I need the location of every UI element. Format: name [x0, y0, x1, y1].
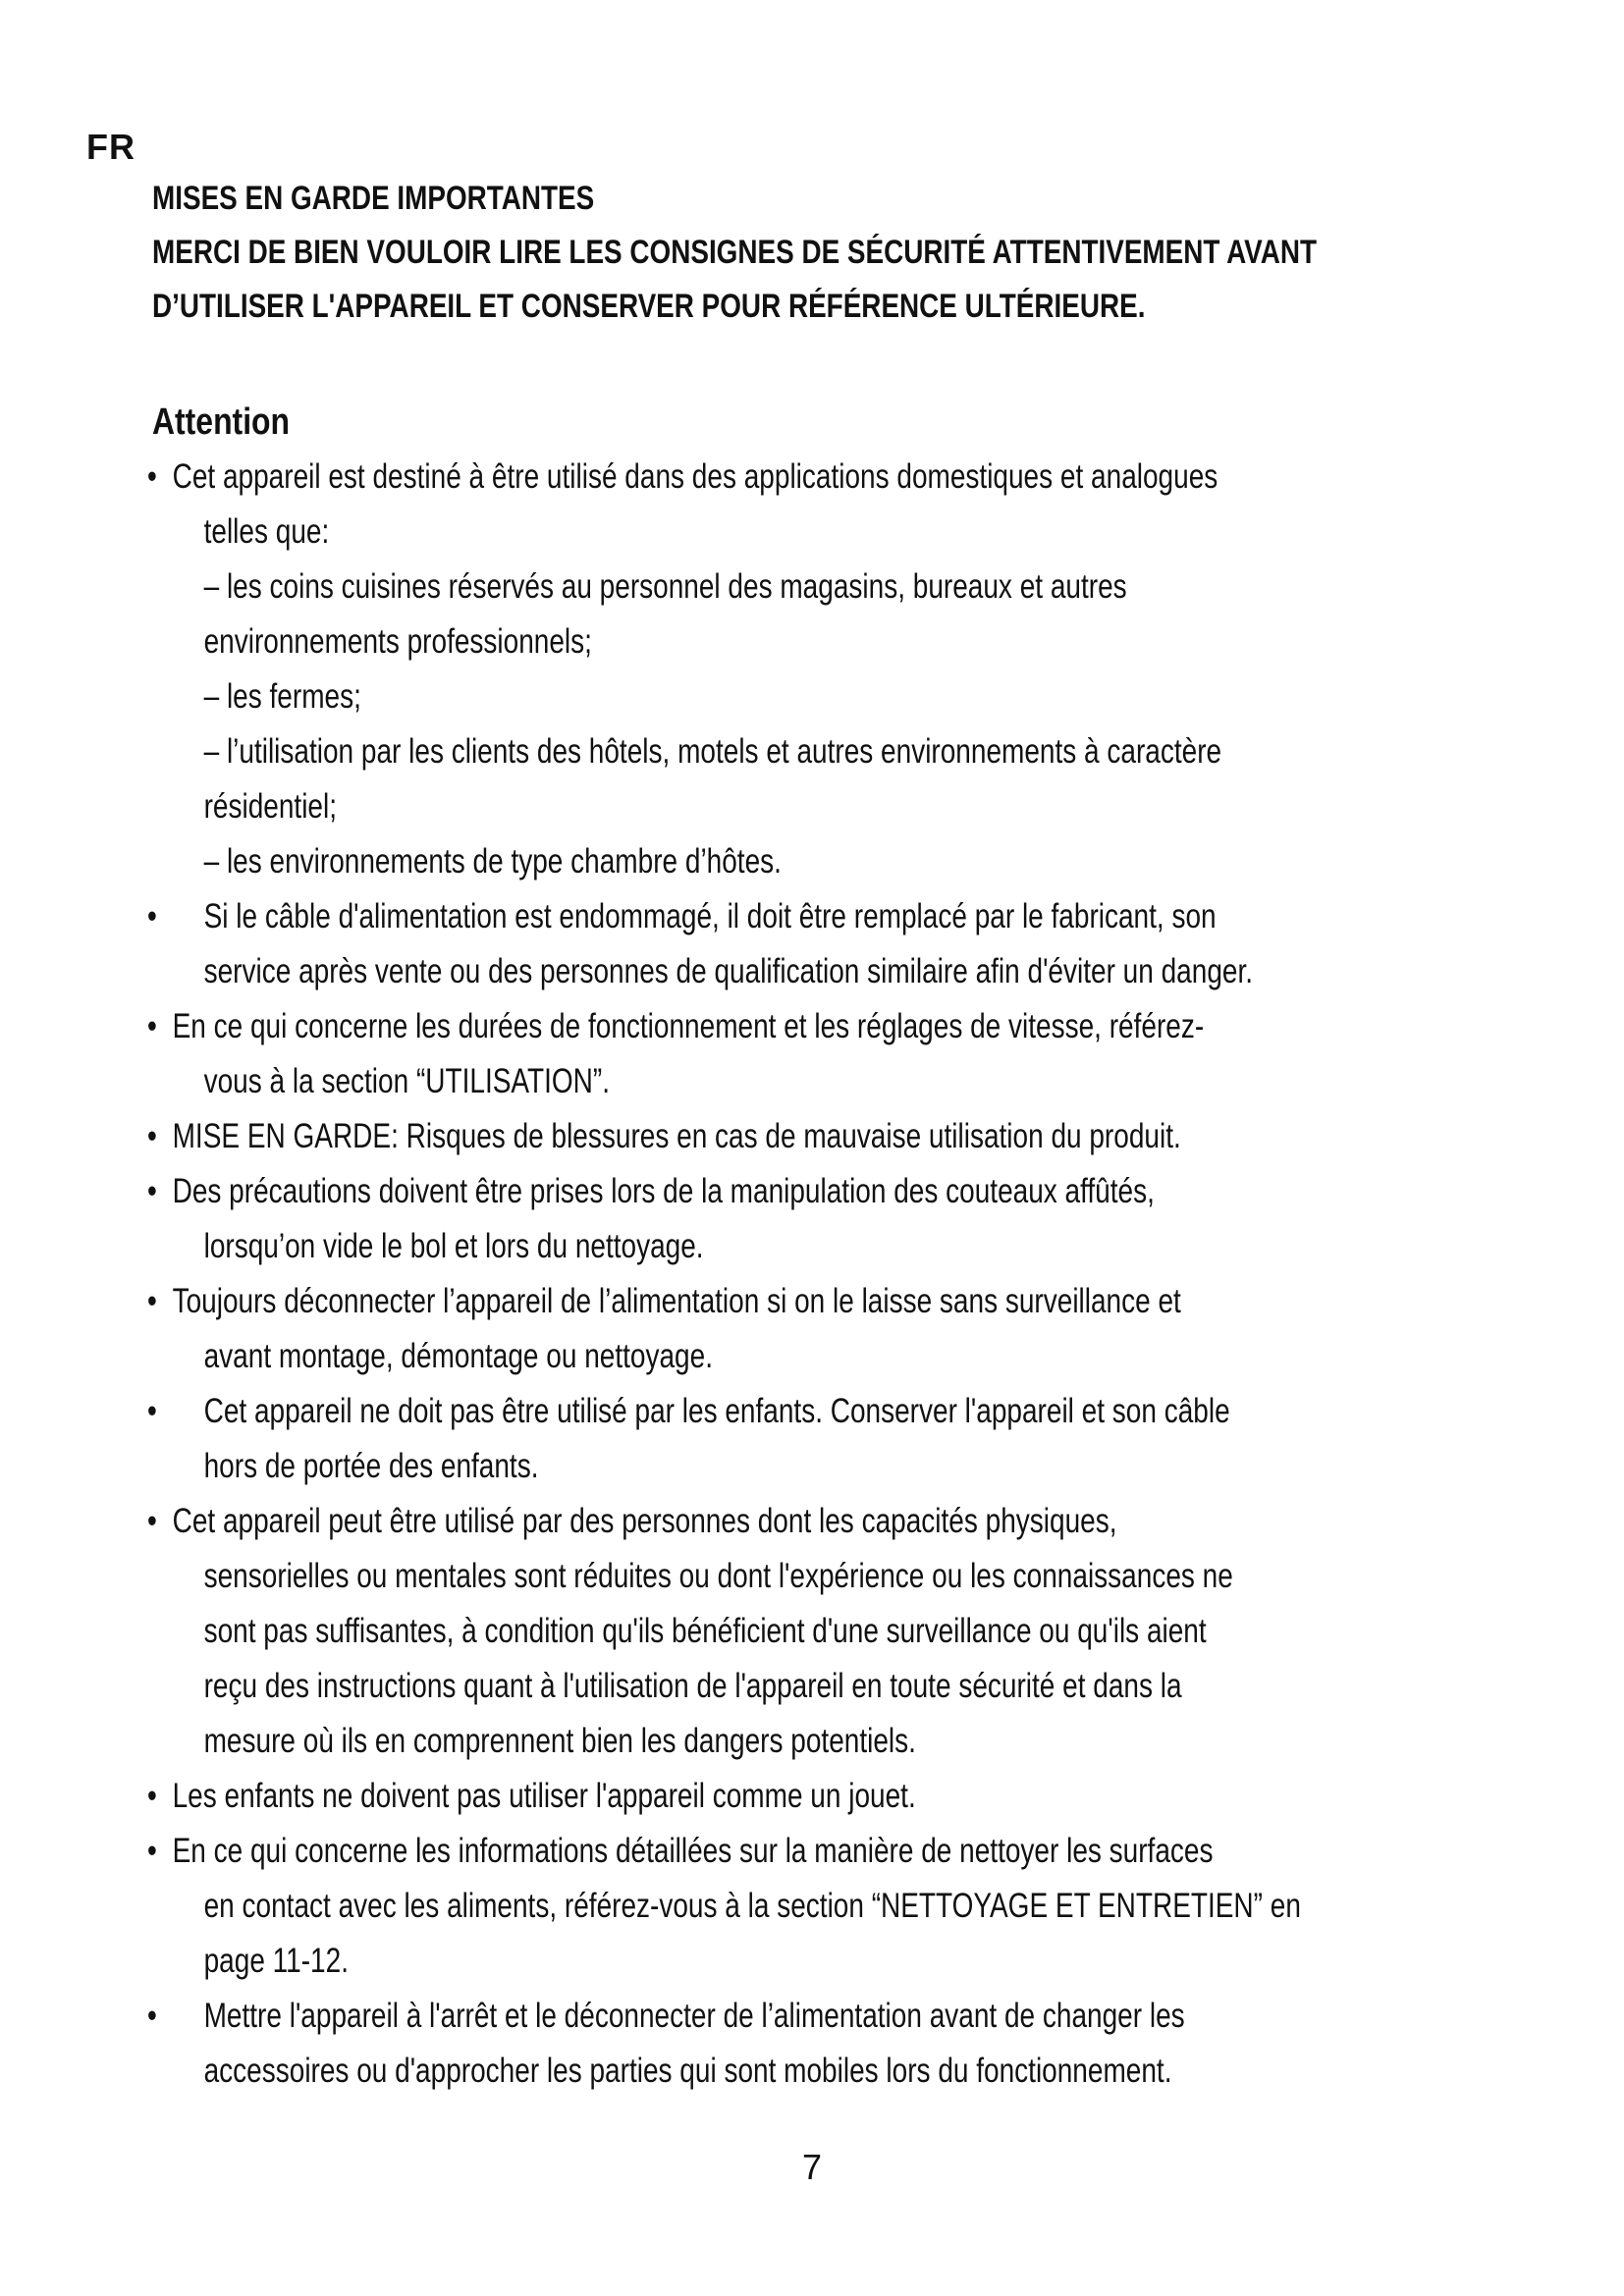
language-tag: FR: [86, 127, 135, 167]
sub-item-line: résidentiel;: [203, 787, 338, 826]
bullet-icon: •: [147, 1997, 157, 2035]
list-item-line: sont pas suffisantes, à condition qu'ils bénéficient d'une surveillance ou qu'ils aient: [203, 1612, 1207, 1650]
list-item-line: avant montage, démontage ou nettoyage.: [203, 1337, 713, 1375]
list-item-line: • En ce qui concerne les durées de fonctionnement et les réglages de vitesse, référez-: [147, 999, 1223, 1054]
bullet-icon: •: [147, 1007, 157, 1045]
list-item-line: • MISE EN GARDE: Risques de blessures en cas de mauvaise utilisation du produit.: [147, 1109, 1223, 1164]
safety-instructions: [147, 450, 1492, 2099]
list-item-line: • Toujours déconnecter l’appareil de l’alimentation si on le laisse sans surveillance et: [147, 1274, 1223, 1329]
bullet-icon: •: [147, 1172, 157, 1210]
list-item-line: reçu des instructions quant à l'utilisation de l'appareil en toute sécurité et dans la: [203, 1667, 1182, 1705]
bullet-icon: •: [147, 1392, 157, 1430]
sub-item-line: – les coins cuisines réservés au personnel des magasins, bureaux et autres: [203, 567, 1127, 606]
list-item-line: telles que:: [203, 512, 330, 551]
list-item-line: accessoires ou d'approcher les parties qui sont mobiles lors du fonctionnement.: [203, 2052, 1172, 2090]
bullet-icon: •: [147, 457, 157, 496]
list-item-line: • Des précautions doivent être prises lors de la manipulation des couteaux affûtés,: [147, 1164, 1223, 1219]
sub-item-line: – les environnements de type chambre d’hôtes.: [203, 842, 782, 881]
list-item-line: vous à la section “UTILISATION”.: [203, 1062, 610, 1100]
bullet-icon: •: [147, 1832, 157, 1870]
list-item-line: • Cet appareil est destiné à être utilisé dans des applications domestiques et analogues: [147, 450, 1223, 505]
sub-item-line: environnements professionnels;: [203, 622, 592, 661]
list-item-line: service après vente ou des personnes de qualification similaire afin d'éviter un danger.: [203, 952, 1254, 990]
sub-item-line: – l’utilisation par les clients des hôtels, motels et autres environnements à caractère: [203, 732, 1222, 771]
bullet-icon: •: [147, 1502, 157, 1540]
list-item-line: • Cet appareil peut être utilisé par des personnes dont les capacités physiques,: [147, 1494, 1223, 1549]
list-item-line: • Les enfants ne doivent pas utiliser l'appareil comme un jouet.: [147, 1769, 1223, 1824]
list-item-line: • Cet appareil ne doit pas être utilisé par les enfants. Conserver l'appareil et son câble: [147, 1384, 1223, 1439]
heading-title: MISES EN GARDE IMPORTANTES: [152, 180, 595, 217]
bullet-icon: •: [147, 1117, 157, 1155]
warning-heading: [152, 172, 1488, 334]
bullet-icon: •: [147, 1777, 157, 1815]
heading-instruction-line-2: D’UTILISER L'APPAREIL ET CONSERVER POUR RÉFÉRENCE ULTÉRIEURE.: [152, 288, 1146, 325]
page-number: 7: [801, 2147, 823, 2187]
list-item-line: sensorielles ou mentales sont réduites ou dont l'expérience ou les connaissances ne: [203, 1557, 1233, 1595]
list-item-line: • Mettre l'appareil à l'arrêt et le déconnecter de l’alimentation avant de changer les: [147, 1989, 1223, 2044]
list-item-line: • Si le câble d'alimentation est endommagé, il doit être remplacé par le fabricant, son: [147, 889, 1223, 944]
heading-instruction-line-1: MERCI DE BIEN VOULOIR LIRE LES CONSIGNES DE SÉCURITÉ ATTENTIVEMENT AVANT: [152, 234, 1318, 271]
bullet-icon: •: [147, 897, 157, 935]
list-item-line: mesure où ils en comprennent bien les dangers potentiels.: [203, 1722, 916, 1760]
list-item-line: en contact avec les aliments, référez-vous à la section “NETTOYAGE ET ENTRETIEN” en: [203, 1887, 1301, 1925]
bullet-icon: •: [147, 1282, 157, 1320]
list-item-line: page 11-12.: [203, 1942, 349, 1980]
section-title: Attention: [152, 401, 291, 443]
list-item-line: hors de portée des enfants.: [203, 1447, 539, 1485]
list-item-line: • En ce qui concerne les informations détaillées sur la manière de nettoyer les surfaces: [147, 1824, 1223, 1879]
list-item-line: lorsqu’on vide le bol et lors du nettoyage.: [203, 1227, 704, 1265]
sub-item-line: – les fermes;: [203, 677, 361, 716]
